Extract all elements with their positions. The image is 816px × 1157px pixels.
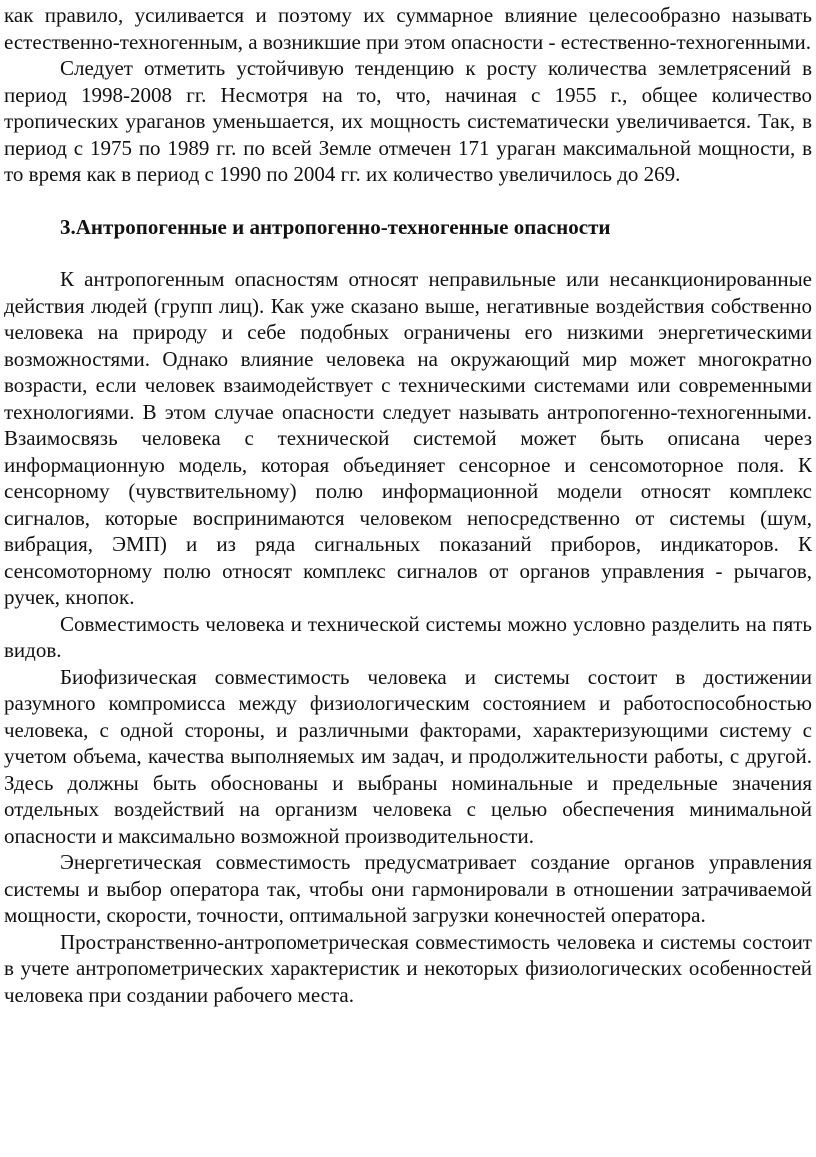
paragraph-earthquakes-trend: Следует отметить устойчивую тенденцию к росту количества землетрясений в период 1998-2008 гг. Несмотря на то, что, начиная с 1955 г., общее количество тропических ураганов уменьшается, их мощность систематически увеличивается. Так, в период с 1975 по 1989 гг. по всей Земле отмечен 171 ураган максимальной мощности, в то время как в период с 1990 по 2004 гг. их количество увеличилось до 269.	[4, 56, 812, 186]
section-heading: 3.Антропогенные и антропогенно-техногенные опасности	[60, 214, 611, 239]
paragraph-continuation: как правило, усиливается и поэтому их суммарное влияние целесообразно называть естественно-техногенным, а возникшие при этом опасности - естественно-техногенными.	[4, 3, 812, 54]
paragraph-anthropogenic-hazards: К антропогенным опасностям относят неправильные или несанкционированные действия людей (групп лиц). Как уже сказано выше, негативные воздействия собственно человека на природу и себе подобных ограничены его низкими энергетическими возможностями. Однако влияние человека на окружающий мир может многократно возрасти, если человек взаимодействует с техническими системами или современными технологиями. В этом случае опасности следует называть антропогенно-техногенными. Взаимосвязь человека с технической системой может быть описана через информационную модель, которая объединяет сенсорное и сенсомоторное поля. К сенсорному (чувствительному) полю информационной модели относят комплекс сигналов, которые воспринимаются человеком непосредственно от системы (шум, вибрация, ЭМП) и из ряда сигнальных показаний приборов, индикаторов. К сенсомоторному полю относят комплекс сигналов от органов управления - рычагов, ручек, кнопок.	[4, 267, 812, 609]
paragraph-energy-compatibility: Энергетическая совместимость предусматривает создание органов управления системы и выбор оператора так, чтобы они гармонировали в отношении затрачиваемой мощности, скорости, точности, оптимальной загрузки конечностей оператора.	[4, 850, 812, 927]
paragraph-spatial-anthropometric-compatibility: Пространственно-антропометрическая совместимость человека и системы состоит в учете антропометрических характеристик и некоторых физиологических особенностей человека при создании рабочего места.	[4, 929, 812, 1007]
paragraph-biophysical-compatibility: Биофизическая совместимость человека и системы состоит в достижении разумного компромисса между физиологическим состоянием и работоспособностью человека, с одной стороны, и различными факторами, характеризующими систему с учетом объема, качества выполняемых им задач, и продолжительности работы, с другой. Здесь должны быть обоснованы и выбраны номинальные и предельные значения отдельных воздействий на организм человека с целью обеспечения минимальной опасности и максимально возможной производительности.	[4, 664, 812, 848]
paragraph-compatibility-types: Совместимость человека и технической системы можно условно разделить на пять видов.	[4, 611, 812, 662]
